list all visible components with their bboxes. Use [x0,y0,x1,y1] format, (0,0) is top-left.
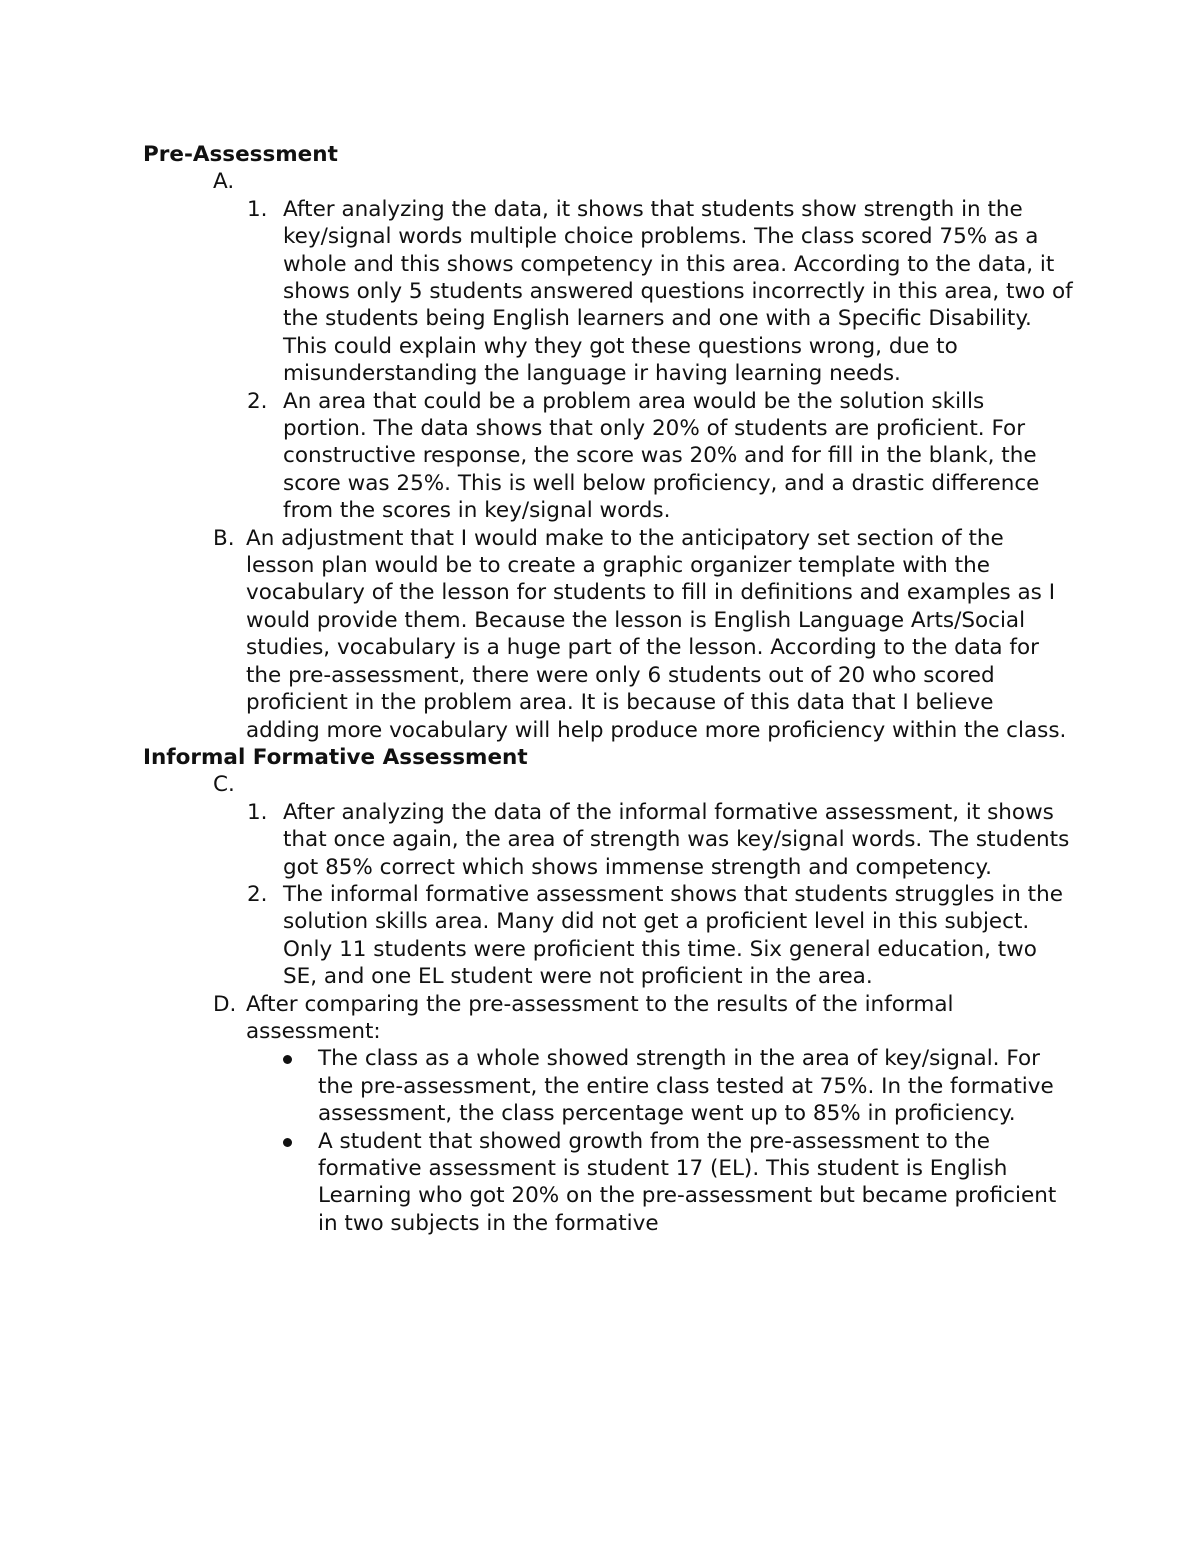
list-item-d [143,991,1073,1046]
list-number: 1. [247,799,268,825]
list-item [143,799,1073,881]
bullet-icon [283,1055,292,1064]
list-item [143,388,1073,525]
paragraph-text: A student that showed growth from the pre-assessment to the formative assessment is student 17 (EL). This student is English Learning who got 20% on the pre-assessment but became proficient in two subjects in the formative [318,1128,1057,1236]
list-number: 1. [247,196,268,222]
bullet-icon [283,1138,292,1147]
list-marker-c: C. [213,772,235,798]
paragraph-text: The class as a whole showed strength in the area of key/signal. For the pre-assessment, the entire class tested at 75%. In the formative assessment, the class percentage went up to 85% in proficiency. [318,1046,1054,1127]
bullet-item [143,1045,1073,1127]
list-item-b [143,525,1073,744]
list-number: 2. [247,881,268,907]
list-item [143,881,1073,991]
paragraph-text: After analyzing the data, it shows that students show strength in the key/signal words multiple choice problems. The class scored 75% as a whole and this shows competency in this area. According to the data, it shows only 5 students answered questions incorrectly in this area, two of the students being English learners and one with a Specific Disability. This could explain why they got these questions wrong, due to misunderstanding the language ir having learning needs. [283,196,1073,387]
list-number: 2. [247,388,268,414]
paragraph-text: An adjustment that I would make to the anticipatory set section of the lesson plan would be to create a graphic organizer template with the vocabulary of the lesson for students to fill in definitions and examples as I would provide them. Because the lesson is English Language Arts/Social studies, vocabulary is a huge part of the lesson. According to the data for the pre-assessment, there were only 6 students out of 20 who scored proficient in the problem area. It is because of this data that I believe adding more vocabulary will help produce more proficiency within the class. [246,525,1067,743]
document-body [143,141,1073,1237]
section-heading-pre-assessment: Pre-Assessment [143,142,338,167]
list-marker-d: D. [213,991,237,1017]
paragraph-text: The informal formative assessment shows that students struggles in the solution skills area. Many did not get a proficient level in this subject. Only 11 students were proficient this time. Six general education, two SE, and one EL student were not proficient in the area. [283,881,1063,990]
paragraph-text: After analyzing the data of the informal formative assessment, it shows that once again, the area of strength was key/signal words. The students got 85% correct which shows immense strength and competency. [283,799,1070,880]
list-marker-b: B. [213,525,235,551]
list-item-c [143,771,1073,798]
list-marker-a: A. [213,169,235,195]
paragraph-text: An area that could be a problem area would be the solution skills portion. The data shows that only 20% of students are proficient. For constructive response, the score was 20% and for fill in the blank, the score was 25%. This is well below proficiency, and a drastic difference from the scores in key/signal words. [283,388,1040,524]
list-item-a [143,168,1073,195]
section-heading-informal-formative-assessment: Informal Formative Assessment [143,744,528,770]
bullet-item [143,1128,1073,1238]
paragraph-text: After comparing the pre-assessment to the results of the informal assessment: [246,991,954,1044]
list-item [143,196,1073,388]
